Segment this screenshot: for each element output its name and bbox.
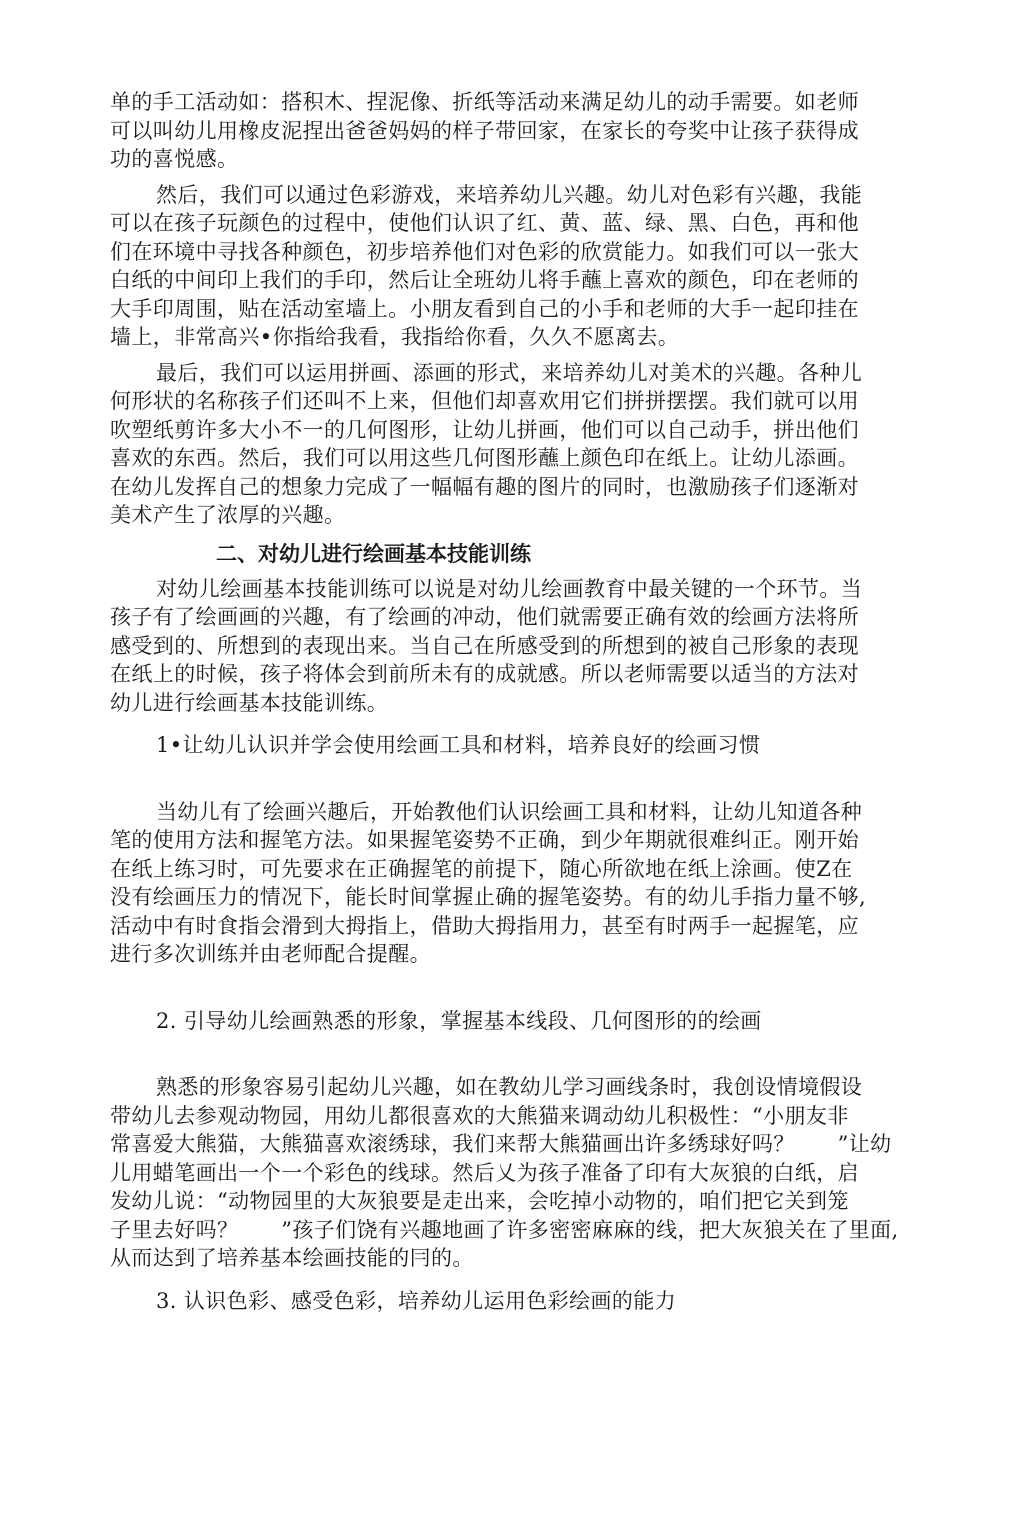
- text-line: 在幼儿发挥自己的想象力完成了一幅幅有趣的图片的同时，也激励孩子们逐渐对: [110, 474, 859, 499]
- text-line: 儿用蜡笔画出一个一个彩色的线球。然后乂为孩子准备了印有大灰狼的白纸，启: [110, 1160, 859, 1185]
- text-line: 没有绘画压力的情况下，能长时间掌握止确的握笔姿势。有的幼儿手指力量不够,: [110, 885, 867, 909]
- text-line: 何形状的名称孩子们还叫不上来，但他们却喜欢用它们拼拼摆摆。我们就可以用: [110, 389, 859, 413]
- paragraph-collage-drawing: [110, 359, 918, 530]
- text-line: 在纸上练习时，可先要求在正确握笔的前提下，随心所欲地在纸上涂画。使Z在: [110, 856, 853, 881]
- text-line: 然后，我们可以通过色彩游戏，来培养幼儿兴趣。幼儿对色彩有兴趣，我能: [156, 182, 863, 207]
- text-line: 白纸的中间印上我们的手印，然后让全班幼儿将手蘸上喜欢的颜色，印在老师的: [110, 268, 859, 292]
- text-line: 单的手工活动如：搭积木、捏泥像、折纸等活动来满足幼儿的动手需要。如老师: [110, 90, 859, 114]
- text-line: 幼儿进行绘画基本技能训练。: [110, 690, 389, 715]
- text-line: 笔的使用方法和握笔方法。如果握笔姿势不正确，到少年期就很难纠正。刚开始: [110, 828, 859, 852]
- text-line: 发幼儿说：“动物园里的大灰狼要是走出来，会吃掉小动物的，咱们把它关到笼: [110, 1189, 849, 1213]
- paragraph-tools: [110, 798, 918, 969]
- text-line: 可以在孩子玩颜色的过程中，使他们认识了红、黄、蓝、绿、黑、白色，再和他: [110, 211, 859, 235]
- paragraph-skill-training: [110, 575, 918, 718]
- text-line: 吹塑纸剪许多大小不一的几何图形，让幼儿拼画，他们可以自己动手，拼出他们: [110, 417, 859, 442]
- text-line: 可以叫幼儿用橡皮泥捏出爸爸妈妈的样子带回家，在家长的夸奖中让孩子获得成: [110, 118, 859, 143]
- paragraph-color-games: [110, 181, 918, 352]
- text-line: 们在环境中寻找各种颜色，初步培养他们对色彩的欣赏能力。如我们可以一张大: [110, 239, 859, 264]
- text-line: 从而达到了培养基本绘画技能的冃的。: [110, 1246, 474, 1270]
- text-line: 进行多次训练并由老师配合提醒。: [110, 942, 431, 966]
- text-line: 在纸上的时候，孩子将体会到前所未有的成就感。所以老师需要以适当的方法对: [110, 662, 859, 686]
- section-heading: 二、对幼儿进行绘画基本技能训练: [216, 541, 531, 566]
- text-line: 孩子有了绘画画的兴趣，有了绘画的冲动，他们就需要正确有效的绘画方法将所: [110, 605, 859, 629]
- text-line: 墙上，非常高兴•你指给我看，我指给你看，久久不愿离去。: [110, 325, 680, 349]
- text-line: 喜欢的东西。然后，我们可以用这些几何图形蘸上颜色印在纸上。让幼儿添画。: [110, 446, 859, 470]
- text-line: 熟悉的形象容易引起幼儿兴趣，如在教幼儿学习画线条时，我创设情境假设: [156, 1075, 863, 1099]
- subheading-colors: 3. 认识色彩、感受色彩，培养幼儿运用色彩绘画的能力: [156, 1288, 677, 1313]
- subheading-shapes: 2. 引导幼儿绘画熟悉的形象，掌握基本线段、几何图形的的绘画: [156, 1008, 762, 1033]
- paragraph-shapes: [110, 1073, 918, 1273]
- paragraph-handicraft: [110, 88, 918, 174]
- text-line: 当幼儿有了绘画兴趣后，开始教他们认识绘画工具和材料，让幼儿知道各种: [156, 799, 863, 824]
- text-line: 感受到的、所想到的表现出来。当自己在所感受到的所想到的被自己形象的表现: [110, 633, 859, 658]
- text-line: 活动中有时食指会滑到大拇指上，借助大拇指用力，甚至有时两手一起握笔，应: [110, 913, 859, 938]
- text-line: 最后，我们可以运用拼画、添画的形式，来培养幼儿对美术的兴趣。各种儿: [156, 360, 863, 385]
- text-line: 对幼儿绘画基本技能训练可以说是对幼儿绘画教育中最关键的一个环节。当: [156, 576, 863, 601]
- text-line: 常喜爱大熊猫，大熊猫喜欢滚绣球，我们来帮大熊猫画出许多绣球好吗？ ”让幼: [110, 1132, 892, 1156]
- subheading-tools: 1•让幼儿认识并学会使用绘画工具和材料，培养良好的绘画习惯: [156, 733, 761, 757]
- text-line: 美术产生了浓厚的兴趣。: [110, 503, 346, 527]
- text-line: 功的喜悦感。: [110, 147, 239, 171]
- text-line: 带幼儿去参观动物园，用幼儿都很喜欢的大熊猫来调动幼儿积极性：“小朋友非: [110, 1103, 849, 1128]
- document-page: [110, 88, 918, 1315]
- text-line: 大手印周围，贴在活动室墙上。小朋友看到自己的小手和老师的大手一起印挂在: [110, 296, 859, 321]
- text-line: 子里去好吗？ ”孩子们饶有兴趣地画了许多密密麻麻的线，把大灰狼关在了里面,: [110, 1217, 899, 1242]
